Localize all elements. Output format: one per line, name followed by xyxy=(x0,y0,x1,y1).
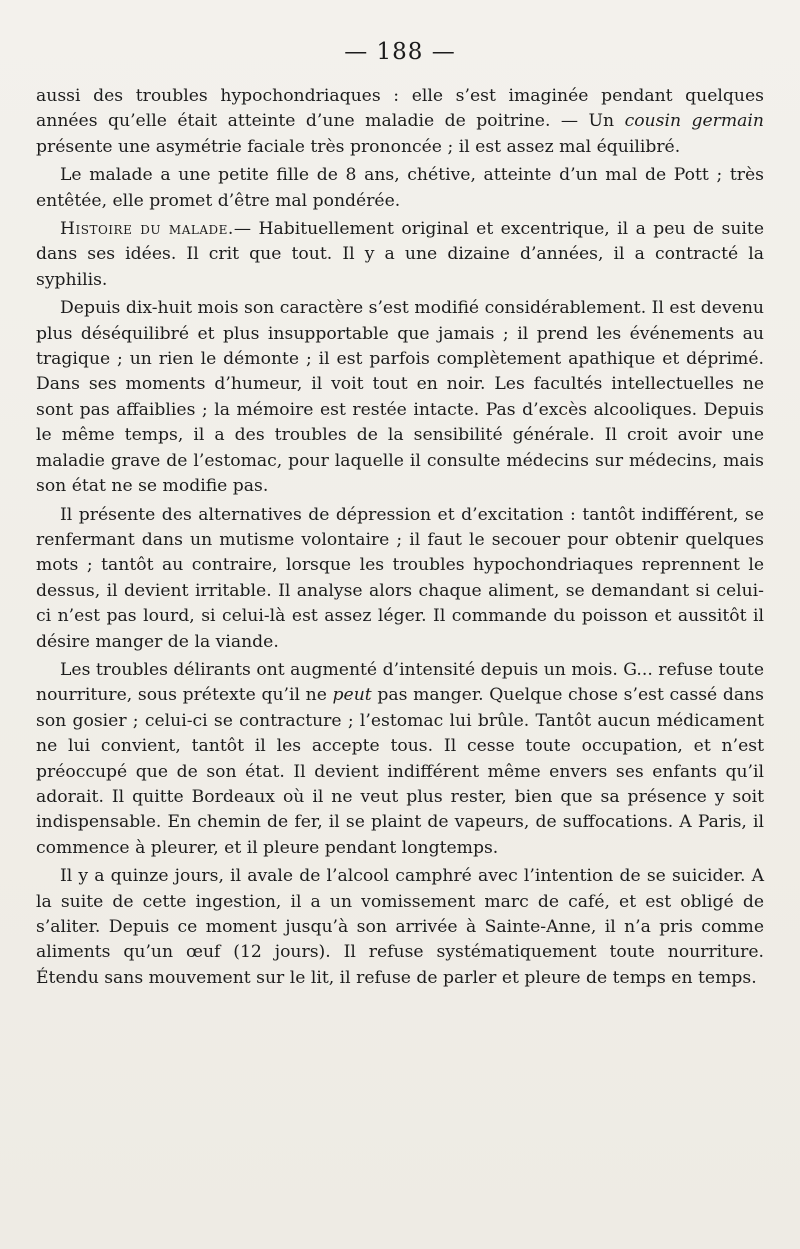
paragraph-text: présente une asymétrie faciale très prononcée ; il est assez mal équilibré. xyxy=(36,136,681,157)
paragraph-p4 xyxy=(36,296,764,499)
paragraph-text: Il y a quinze jours, il avale de l’alcool camphré avec l’intention de se suicider. A la suite de cette ingestion, il a un vomissement marc de café, et est obligé de s’aliter. Depuis ce moment jusqu’à son arrivée à Sainte-Anne, il n’a pris comme aliments qu’un œuf (12 jours). Il refuse systématiquement toute nourriture. Étendu sans mouvement sur le lit, il refuse de parler et pleure de temps en temps. xyxy=(36,866,764,988)
paragraph-text: aussi des troubles hypochondriaques : elle s’est imaginée pendant quelques années qu’elle était atteinte d’une maladie de poitrine. — Un xyxy=(36,86,764,132)
italic-text: cousin germain xyxy=(624,111,764,132)
paragraph-text: — Habituellement original et excentrique, il a peu de suite dans ses idées. Il crit que tout. Il y a une dizaine d’années, il a contracté la syphilis. xyxy=(36,219,764,290)
italic-text: peut xyxy=(332,685,372,706)
paragraph-text: pas manger. Quelque chose s’est cassé dans son gosier ; celui-ci se contracture ; l’estomac lui brûle. Tantôt aucun médicament ne lui convient, tantôt il les accepte tous. Il cesse toute occupation, et n’est préoccupé que de son état. Il devient indifférent même envers ses enfants qu’il adorait. Il quitte Bordeaux où il ne veut plus rester, bien que sa présence y soit indispensable. En chemin de fer, il se plaint de vapeurs, de suffocations. A Paris, il commence à pleurer, et il pleure pendant longtemps. xyxy=(36,685,764,858)
paragraph-p6 xyxy=(36,658,764,861)
paragraph-text: Il présente des alternatives de dépression et d’excitation : tantôt indifférent, se renfermant dans un mutisme volontaire ; il faut le secouer pour obtenir quelques mots ; tantôt au contraire, lorsque les troubles hypochondriaques reprennent le dessus, il devient irritable. Il analyse alors chaque aliment, se demandant si celui-ci n’est pas lourd, si celui-là est assez léger. Il commande du poisson et aussitôt il désire manger de la viande. xyxy=(36,504,764,652)
body-text xyxy=(36,84,764,991)
paragraph-text: Les troubles délirants ont augmenté d’intensité depuis un mois. G... refuse toute nourriture, sous prétexte qu’il ne xyxy=(36,659,764,706)
paragraph-text: Depuis dix-huit mois son caractère s’est modifié considérablement. Il est devenu plus déséquilibré et plus insupportable que jamais ; il prend les événements au tragique ; un rien le démonte ; il est parfois complètement apathique et déprimé. Dans ses moments d’humeur, il voit tout en noir. Les facultés intellectuelles ne sont pas affaiblies ; la mémoire est restée intacte. Pas d’excès alcooliques. Depuis le même temps, il a des troubles de la sensibilité générale. Il croit avoir une maladie grave de l’estomac, pour laquelle il consulte médecins sur médecins, mais son état ne se modifie pas. xyxy=(36,298,764,497)
section-heading: Histoire du malade. xyxy=(60,219,234,240)
paragraph-p3 xyxy=(36,217,764,293)
paragraph-p7 xyxy=(36,864,764,991)
page-number: — 188 — xyxy=(344,39,456,65)
paragraph-p2 xyxy=(36,163,764,214)
paragraph-text: Le malade a une petite fille de 8 ans, chétive, atteinte d’un mal de Pott ; très entêtée, elle promet d’être mal pondérée. xyxy=(36,165,764,211)
paragraph-p5 xyxy=(36,503,764,655)
paragraph-p1 xyxy=(36,84,764,160)
